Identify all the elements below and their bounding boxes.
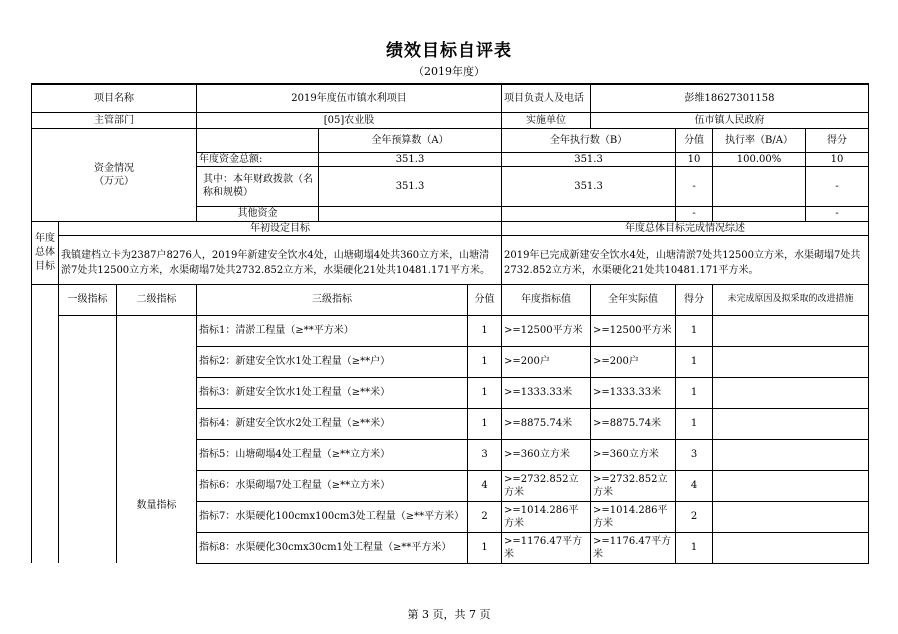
indicator-score: 4 [676,470,713,501]
indicator-actual: >=360立方米 [591,439,676,470]
indicator-score: 2 [676,501,713,532]
indicator-target: >=200户 [502,346,591,377]
indicator-header-row [32,284,869,315]
score-header: 得分 [806,128,869,152]
fiscal-rate [713,166,806,206]
indicator-name: 指标5：山塘砌塌4处工程量（≥**立方米） [197,439,468,470]
level2-header: 二级指标 [117,284,197,315]
indicator-score: 1 [676,532,713,563]
funding-label [32,128,197,221]
total-executed: 351.3 [502,152,676,166]
other-points: - [676,206,713,221]
fiscal-score: - [806,166,869,206]
points-header: 分值 [468,284,502,315]
indicator-points: 4 [468,470,502,501]
indicator-reason [713,377,869,408]
summary-header: 年度总体目标完成情况综述 [502,221,869,235]
other-budget [319,206,502,221]
other-rate [713,206,806,221]
indicator-target: >=1014.286平方米 [502,501,591,532]
goals-label: 年度总体目标 [32,221,59,284]
indicator-points: 1 [468,346,502,377]
actual-header: 全年实际值 [591,284,676,315]
goals-text-row [32,235,869,284]
reason-header: 未完成原因及拟采取的改进措施 [713,284,869,315]
project-name-label: 项目名称 [32,84,197,112]
indicator-reason [713,408,869,439]
executed-header: 全年执行数（B） [502,128,676,152]
indicator-points: 1 [468,532,502,563]
project-name: 2019年度伍市镇水利项目 [197,84,502,112]
goals-header-row [32,221,869,235]
indicator-target: >=8875.74米 [502,408,591,439]
indicator-reason [713,532,869,563]
indicator-reason [713,501,869,532]
points-header: 分值 [676,128,713,152]
fiscal-budget: 351.3 [319,166,502,206]
indicator-actual: >=12500平方米 [591,315,676,346]
total-score: 10 [806,152,869,166]
total-rate: 100.00% [713,152,806,166]
indicator-points: 1 [468,408,502,439]
total-budget: 351.3 [319,152,502,166]
page-subtitle: （2019年度） [413,65,485,78]
initial-goal-text: 我镇建档立卡为2387户8276人，2019年新建安全饮水4处，山塘砌塌4处共360立方米，山塘清淤7处共12500立方米，水渠砌塌7处共2732.852立方米，水渠硬化21处共10481.171平方米。 [59,235,502,284]
indicator-target: >=360立方米 [502,439,591,470]
fiscal-executed: 351.3 [502,166,676,206]
level3-header: 三级指标 [197,284,468,315]
blank-cell [32,284,59,563]
other-score: - [806,206,869,221]
self-evaluation-table [31,83,869,564]
indicator-points: 3 [468,439,502,470]
indicator-score: 1 [676,408,713,439]
indicator-actual: >=2732.852立方米 [591,470,676,501]
impl-value: 伍市镇人民政府 [591,112,869,128]
fiscal-label: 其中：本年财政拨款（名称和规模） [197,166,319,206]
indicator-name: 指标3：新建安全饮水1处工程量（≥**米） [197,377,468,408]
level2-cell: 数量指标 [117,315,197,563]
indicator-name: 指标2：新建安全饮水1处工程量（≥**户） [197,346,468,377]
indicator-reason [713,470,869,501]
level1-header: 一级指标 [59,284,117,315]
target-header: 年度指标值 [502,284,591,315]
indicator-row [32,315,869,346]
indicator-name: 指标4：新建安全饮水2处工程量（≥**米） [197,408,468,439]
budget-header: 全年预算数（A） [319,128,502,152]
indicator-target: >=12500平方米 [502,315,591,346]
funding-title: 资金情况 [94,162,134,174]
indicator-points: 1 [468,315,502,346]
indicator-actual: >=1014.286平方米 [591,501,676,532]
total-points: 10 [676,152,713,166]
indicator-actual: >=8875.74米 [591,408,676,439]
page-number: 第 3 页，共 7 页 [407,608,491,621]
funding-unit: （万元） [94,175,134,187]
owner-value: 彭维18627301158 [591,84,869,112]
dept-value: [05]农业股 [197,112,502,128]
total-label: 年度资金总额: [197,152,319,166]
other-executed [502,206,676,221]
dept-row [32,112,869,128]
indicator-reason [713,315,869,346]
indicator-name: 指标1：清淤工程量（≥**平方米） [197,315,468,346]
score-header: 得分 [676,284,713,315]
owner-label: 项目负责人及电话 [502,84,591,112]
page-title: 绩效目标自评表 [386,41,512,61]
indicator-target: >=1176.47平方米 [502,532,591,563]
blank-cell [197,128,319,152]
project-row [32,84,869,112]
fiscal-points: - [676,166,713,206]
indicator-points: 1 [468,377,502,408]
indicator-reason [713,346,869,377]
indicator-score: 1 [676,377,713,408]
indicator-score: 1 [676,315,713,346]
indicator-actual: >=1176.47平方米 [591,532,676,563]
indicator-name: 指标8：水渠硬化30cmx30cm1处工程量（≥**平方米） [197,532,468,563]
indicator-name: 指标7：水渠硬化100cmx100cm3处工程量（≥**平方米） [197,501,468,532]
funding-header-row [32,128,869,152]
indicator-target: >=1333.33米 [502,377,591,408]
indicator-score: 3 [676,439,713,470]
indicator-reason [713,439,869,470]
rate-header: 执行率（B/A） [713,128,806,152]
indicator-target: >=2732.852立方米 [502,470,591,501]
indicator-points: 2 [468,501,502,532]
indicator-score: 1 [676,346,713,377]
indicator-actual: >=200户 [591,346,676,377]
other-label: 其他资金 [197,206,319,221]
indicator-name: 指标6：水渠砌塌7处工程量（≥**立方米） [197,470,468,501]
dept-label: 主管部门 [32,112,197,128]
impl-label: 实施单位 [502,112,591,128]
level1-cell [59,315,117,563]
indicator-actual: >=1333.33米 [591,377,676,408]
summary-text: 2019年已完成新建安全饮水4处，山塘清淤7处共12500立方米，水渠砌塌7处共2732.852立方米，水渠硬化21处共10481.171平方米。 [502,235,869,284]
initial-goal-header: 年初设定目标 [59,221,502,235]
